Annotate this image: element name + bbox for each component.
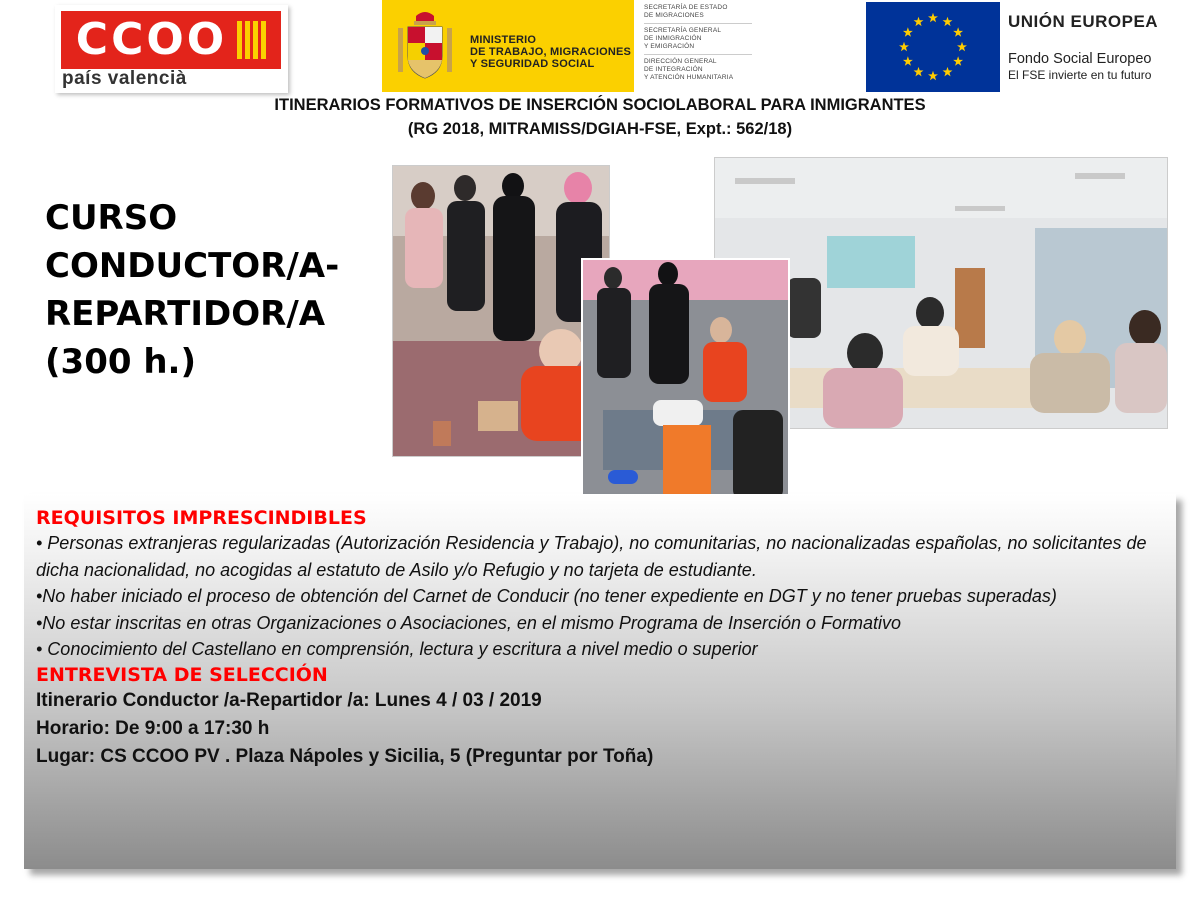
coat-of-arms-icon [394, 10, 456, 82]
eu-star-icon [903, 56, 913, 65]
department-line: DE INMIGRACIÓN [644, 35, 702, 42]
eu-star-icon [953, 56, 963, 65]
department-line: SECRETARÍA DE ESTADO [644, 4, 728, 11]
eu-star-icon [943, 67, 953, 76]
department-line: DE MIGRACIONES [644, 12, 704, 19]
eu-title: UNIÓN EUROPEA [1008, 12, 1159, 31]
department-line: SECRETARÍA GENERAL [644, 27, 722, 34]
department-block [644, 27, 752, 55]
ministerio-name [470, 34, 631, 70]
ministerio-name-line: Y SEGURIDAD SOCIAL [470, 58, 595, 70]
course-title-line: CURSO [45, 198, 178, 238]
eu-star-icon [957, 42, 967, 51]
interview-schedule: Horario: De 9:00 a 17:30 h [36, 717, 270, 739]
ministerio-logo [382, 0, 755, 92]
course-title [45, 194, 395, 386]
program-reference: (RG 2018, MITRAMISS/DGIAH-FSE, Expt.: 562/18) [407, 120, 793, 138]
interview-title: ENTREVISTA DE SELECCIÓN [36, 663, 328, 686]
senyera-bars-icon [237, 21, 266, 59]
ccoo-logo [55, 5, 288, 93]
requirement-item: •No estar inscritas en otras Organizaciones o Asociaciones, en el mismo Programa de Inserción o Formativo [36, 612, 902, 633]
interview-date: Itinerario Conductor /a-Repartidor /a: Lunes 4 / 03 / 2019 [36, 689, 542, 711]
department-block [644, 58, 752, 82]
interview-location: Lugar: CS CCOO PV . Plaza Nápoles y Sicilia, 5 (Preguntar por Toña) [36, 745, 654, 767]
course-title-line: (300 h.) [45, 342, 197, 382]
course-title-line: REPARTIDOR/A [45, 294, 326, 334]
eu-star-icon [914, 17, 924, 26]
eu-star-icon [943, 17, 953, 26]
ministerio-departments [644, 4, 752, 82]
program-title: ITINERARIOS FORMATIVOS DE INSERCIÓN SOCIOLABORAL PARA INMIGRANTES [274, 96, 926, 114]
ccoo-region: país valencià [62, 68, 187, 89]
first-aid-training-photo-art [393, 166, 609, 456]
requirement-item: • Personas extranjeras regularizadas (Autorización Residencia y Trabajo), no comunitarias, no nacionalizadas españolas, no solicitantes de dicha nacionalidad, no acogidas al estatuto de Asilo y/o Refugio y no tarjeta de estudiante. [36, 533, 1147, 580]
cpr-practice-photo [581, 258, 790, 534]
ccoo-logo-mark [61, 11, 281, 69]
eu-star-icon [914, 67, 924, 76]
course-title-line: CONDUCTOR/A- [45, 246, 340, 286]
department-line: Y EMIGRACIÓN [644, 43, 695, 50]
eu-star-icon [928, 13, 938, 22]
eu-stars [866, 2, 1000, 92]
cpr-practice-photo-art [583, 260, 788, 532]
eu-star-icon [899, 42, 909, 51]
info-content [36, 506, 1166, 771]
ccoo-logo-text: CCOO [75, 14, 228, 65]
eu-star-icon [928, 71, 938, 80]
department-line: Y ATENCIÓN HUMANITARIA [644, 74, 734, 81]
ministerio-name-line: MINISTERIO [470, 34, 537, 46]
requirement-item: •No haber iniciado el proceso de obtención del Carnet de Conducir (no tener expediente en DGT y no tener pruebas superadas) [36, 586, 1057, 606]
first-aid-training-photo [392, 165, 610, 457]
department-block [644, 4, 752, 24]
ministerio-name-line: DE TRABAJO, MIGRACIONES [470, 46, 632, 58]
eu-star-icon [953, 27, 963, 36]
eu-flag-icon [866, 2, 1000, 92]
department-line: DE INTEGRACIÓN [644, 66, 703, 73]
eu-fund: Fondo Social Europeo [1008, 51, 1152, 67]
eu-star-icon [903, 27, 913, 36]
requirements-title: REQUISITOS IMPRESCINDIBLES [36, 507, 367, 529]
eu-fund-tagline: El FSE invierte en tu futuro [1008, 68, 1152, 82]
requirement-item: • Conocimiento del Castellano en comprensión, lectura y escritura a nivel medio o superior [36, 639, 758, 659]
department-line: DIRECCIÓN GENERAL [644, 58, 717, 65]
